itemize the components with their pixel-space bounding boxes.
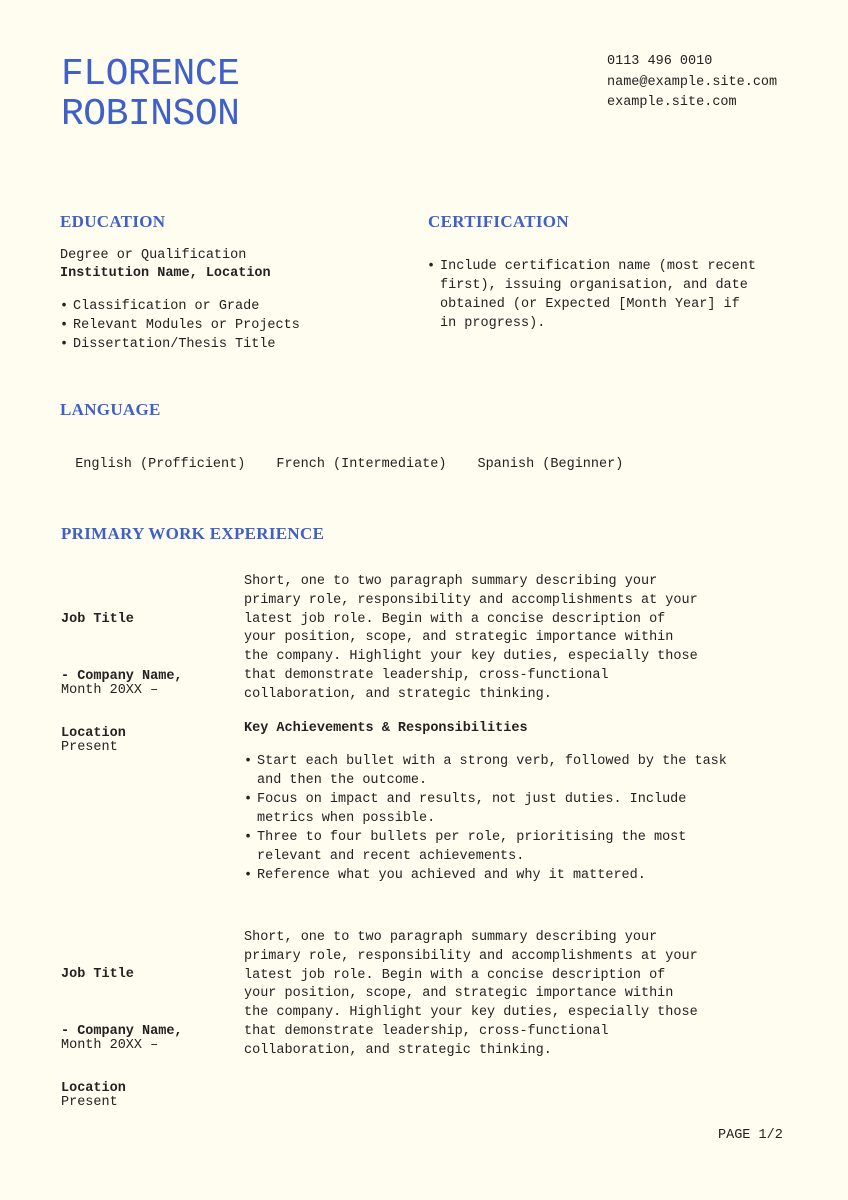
summary-line: the company. Highlight your key duties, especially those xyxy=(244,1005,698,1021)
summary-line: Short, one to two paragraph summary describing your xyxy=(244,930,658,945)
bullet-line: relevant and recent achievements. xyxy=(257,849,525,864)
job-title: Job Title xyxy=(61,612,134,627)
summary-line: latest job role. Begin with a concise description of xyxy=(244,967,666,983)
contact-block xyxy=(607,52,777,114)
summary-line: the company. Highlight your key duties, especially those xyxy=(244,649,698,665)
list-item: • Dissertation/Thesis Title xyxy=(60,335,300,354)
name-first: FLORENCE xyxy=(61,53,240,96)
summary-line: latest job role. Begin with a concise description of xyxy=(244,611,666,627)
summary-line: Short, one to two paragraph summary describing your xyxy=(244,574,658,589)
achievements-list xyxy=(244,752,804,885)
summary-line: that demonstrate leadership, cross-functional xyxy=(244,1023,609,1039)
language-item: English (Profficient) xyxy=(75,457,246,472)
summary-line: your position, scope, and strategic importance within xyxy=(244,986,674,1002)
list-item xyxy=(244,828,804,866)
summary-line: that demonstrate leadership, cross-functional xyxy=(244,667,609,683)
degree: Degree or Qualification xyxy=(60,248,247,263)
cert-line: in progress). xyxy=(440,316,546,331)
job-summary xyxy=(244,573,799,705)
website[interactable]: example.site.com xyxy=(607,95,737,110)
achievements-heading: Key Achievements & Responsibilities xyxy=(244,721,528,736)
certification-heading: CERTIFICATION xyxy=(428,212,569,231)
list-item xyxy=(244,752,804,790)
language-heading: LANGUAGE xyxy=(60,400,161,419)
list-item xyxy=(244,866,804,885)
bullet-line: metrics when possible. xyxy=(257,811,436,826)
language-list xyxy=(59,436,654,474)
date-line: Present xyxy=(61,740,118,755)
summary-line: collaboration, and strategic thinking. xyxy=(244,686,552,702)
certification-bullets xyxy=(427,257,756,333)
language-item: Spanish (Beginner) xyxy=(477,457,624,472)
page-number: PAGE 1/2 xyxy=(718,1128,783,1143)
job-title: Job Title xyxy=(61,967,134,982)
date-line: Present xyxy=(61,1095,118,1110)
bullet-line: • Start each bullet with a strong verb, followed by the task xyxy=(257,754,727,769)
summary-line: primary role, responsibility and accomplishments at your xyxy=(244,948,698,964)
job-location: Location xyxy=(61,726,126,741)
list-item: • Relevant Modules or Projects xyxy=(60,316,300,335)
summary-line: your position, scope, and strategic importance within xyxy=(244,630,674,646)
bullet-line: • Focus on impact and results, not just duties. Include xyxy=(257,792,687,807)
date-line: Month 20XX – xyxy=(61,1038,159,1053)
cert-line: obtained (or Expected [Month Year] if xyxy=(440,297,740,312)
institution: Institution Name, Location xyxy=(60,266,271,281)
list-item xyxy=(244,790,804,828)
list-item: • Classification or Grade xyxy=(60,297,300,316)
list-item xyxy=(427,257,756,333)
phone: 0113 496 0010 xyxy=(607,54,713,69)
bullet-line: • Reference what you achieved and why it mattered. xyxy=(257,868,646,883)
bullet-line: and then the outcome. xyxy=(257,773,428,788)
education-heading: EDUCATION xyxy=(60,212,166,231)
experience-heading: PRIMARY WORK EXPERIENCE xyxy=(61,524,325,543)
job-dates xyxy=(61,643,158,776)
cert-line: first), issuing organisation, and date xyxy=(440,278,748,293)
language-item: French (Intermediate) xyxy=(276,457,447,472)
job-summary xyxy=(244,929,799,1061)
job-dates xyxy=(61,998,158,1131)
job-location: Location xyxy=(61,1081,126,1096)
name-last: ROBINSON xyxy=(61,93,240,136)
summary-line: collaboration, and strategic thinking. xyxy=(244,1042,552,1058)
candidate-name xyxy=(61,55,239,135)
education-bullets xyxy=(60,297,300,354)
cert-line: • Include certification name (most recent xyxy=(440,259,756,274)
email[interactable]: name@example.site.com xyxy=(607,74,778,90)
summary-line: primary role, responsibility and accomplishments at your xyxy=(244,592,698,608)
company-name: - Company Name, xyxy=(61,1024,183,1039)
date-line: Month 20XX – xyxy=(61,683,159,698)
bullet-line: • Three to four bullets per role, prioritising the most xyxy=(257,830,687,845)
company-name: - Company Name, xyxy=(61,669,183,684)
